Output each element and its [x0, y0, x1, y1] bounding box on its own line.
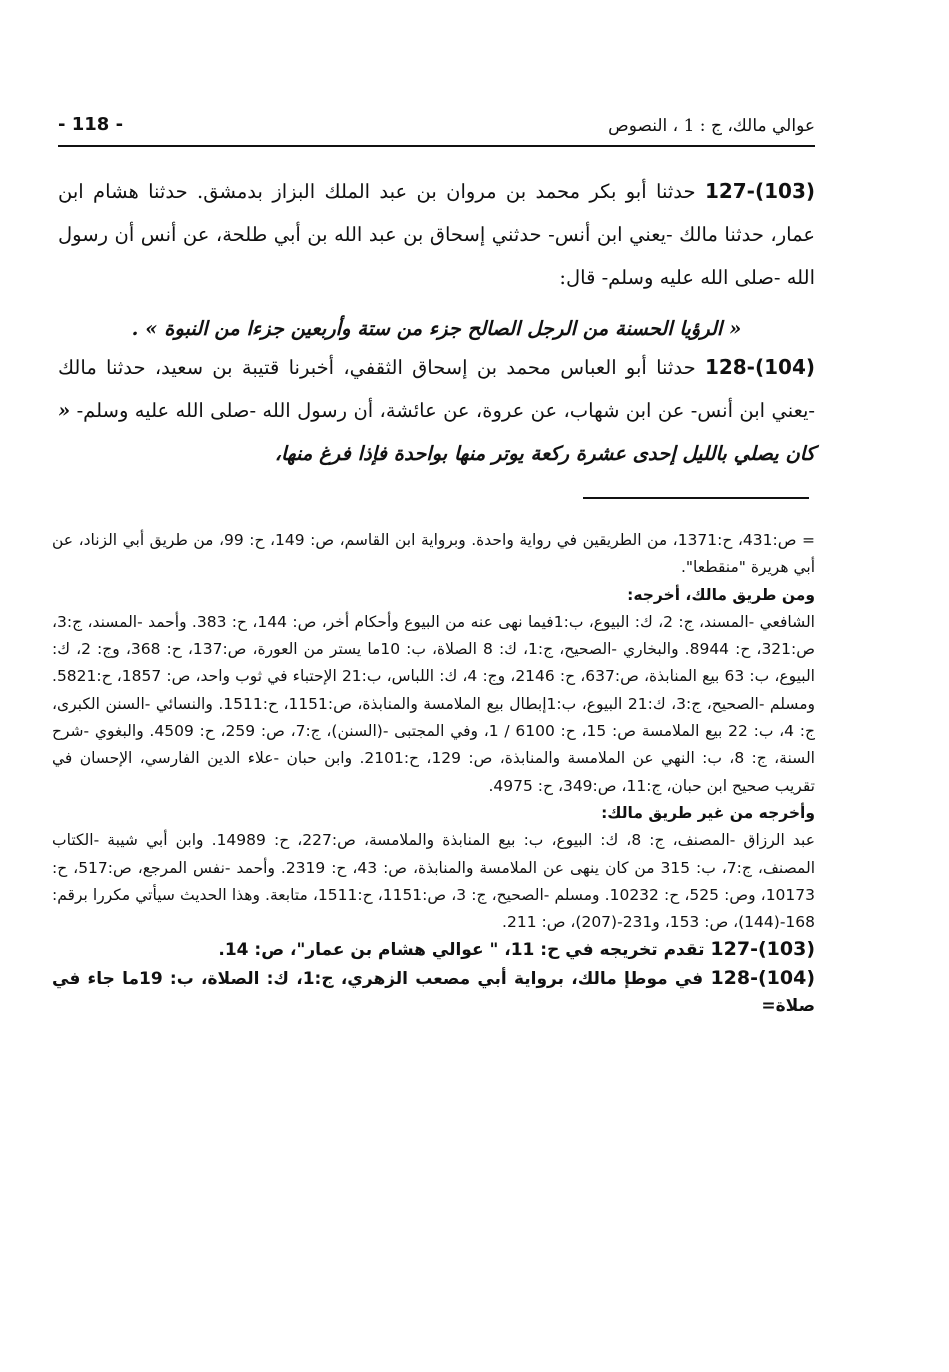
header-divider	[58, 145, 815, 147]
footnotes	[52, 527, 815, 1020]
footnote-ref-128	[52, 965, 815, 1021]
footnote-ref-text: في موطإ مالك، برواية أبي مصعب الزهري، ج:1، ك: الصلاة، ب: 19ما جاء في صلاة=	[52, 968, 815, 1017]
page-number: - 118 -	[58, 114, 124, 135]
footnote-ref-number: 127-(103)	[710, 938, 815, 961]
footnote-divider	[583, 497, 809, 499]
running-title: عوالي مالك، ج : 1 ، النصوص	[608, 116, 815, 136]
page-header	[58, 112, 815, 144]
footnote-ref-number: 128-(104)	[710, 966, 816, 989]
hadith-isnad: حدثنا أبو بكر محمد بن مروان بن عبد الملك البزاز بدمشق. حدثنا هشام ابن عمار، حدثنا مالك -يعني ابن أنس- حدثني إسحاق بن عبد الله بن أبي طلحة، عن أنس أن رسول الله -صلى الله عليه وسلم- قال:	[58, 180, 815, 289]
footnote-ref-text: تقدم تخريجه في ح: 11، " عوالي هشام بن عمار"، ص: 14.	[218, 940, 705, 961]
hadith-matn: « الرؤيا الحسنة من الرجل الصالح جزء من ستة وأربعين جزءا من النبوة » .	[131, 317, 742, 340]
hadith-isnad: حدثنا أبو العباس محمد بن إسحاق الثقفي، أخبرنا قتيبة بن سعيد، حدثنا مالك -يعني ابن أنس- عن ابن شهاب، عن عروة، عن عائشة، أن رسول الله -صلى الله عليه وسلم-	[58, 356, 816, 422]
hadith-number: 128-(104)	[704, 355, 816, 379]
hadith-127	[58, 170, 815, 299]
footnote-paragraph: الشافعي -المسند، ج: 2، ك: البيوع، ب:1فيما نهى عنه من البيوع وأحكام أخر، ص: 144، ح: 383. وأحمد -المسند، ج:3، ص:321، ح: 8944. والبخاري -الصحيح، ج:1، ك: 8 الصلاة، ب: 10ما يستر من العورة، ص:137، ح: 368، وج: 2، ك: البيوع، ب: 63 بيع المنابذة، ص:637، ح: 2146، وج: 4، ك: اللباس، ب:21 الإحتباء في ثوب واحد، ص: 1857، ح:5821. ومسلم -الصحيح، ج:3، ك:21 البيوع، ب:1إبطال بيع الملامسة والمنابذة، ص:1151، ح:1511. والنسائي -السنن الكبرى، ج: 4، ب: 22 بيع الملامسة ص: 15، ح: 6100 / 1، وفي المجتبى -(السنن)، ج:7، ص: 259، ح: 4509. والبغوي -شرح السنة، ج: 8، ب: النهي عن الملامسة والمنابذة، ص: 129، ح:2101. وابن حبان -علاء الدين الفارسي، الإحسان في تقريب صحيح ابن حبان، ج:11، ص:349، ح: 4975.	[52, 612, 816, 795]
footnote-heading: وأخرجه من غير طريق مالك:	[601, 803, 815, 822]
footnote-paragraph: = ص:431، ح:1371، من الطريقين في رواية واحدة. وبرواية ابن القاسم، ص: 149، ح: 99، من طريق أبي الزناد، عن أبي هريرة "منقطعا".	[52, 531, 815, 577]
footnote-heading: ومن طريق مالك، أخرجه:	[627, 585, 815, 604]
footnote-ref-127	[52, 936, 815, 964]
footnote-paragraph: عبد الرزاق -المصنف، ج: 8، ك: البيوع، ب: بيع المنابذة والملامسة، ص:227، ح: 14989. وابن أبي شيبة -الكتاب المصنف، ج:7، ب: 315 من كان ينهى عن الملامسة والمنابذة، ص: 43، ح: 2319. وأحمد -نفس المرجع، ص:517، ح: 10173، وص: 525، ح: 10232. ومسلم -الصحيح، ج: 3، ص:1151، ح:1511، متابعة. وهذا الحديث سيأتي مكررا برقم: 168-(144)، ص: 153، و231-(207)، ص: 211.	[52, 831, 816, 932]
hadith-128	[58, 346, 815, 475]
hadith-number: 127-(103)	[704, 179, 816, 203]
hadith-matn: « كان يصلي بالليل إحدى عشرة ركعة يوتر منها بواحدة فإذا فرغ منها،	[58, 399, 815, 465]
